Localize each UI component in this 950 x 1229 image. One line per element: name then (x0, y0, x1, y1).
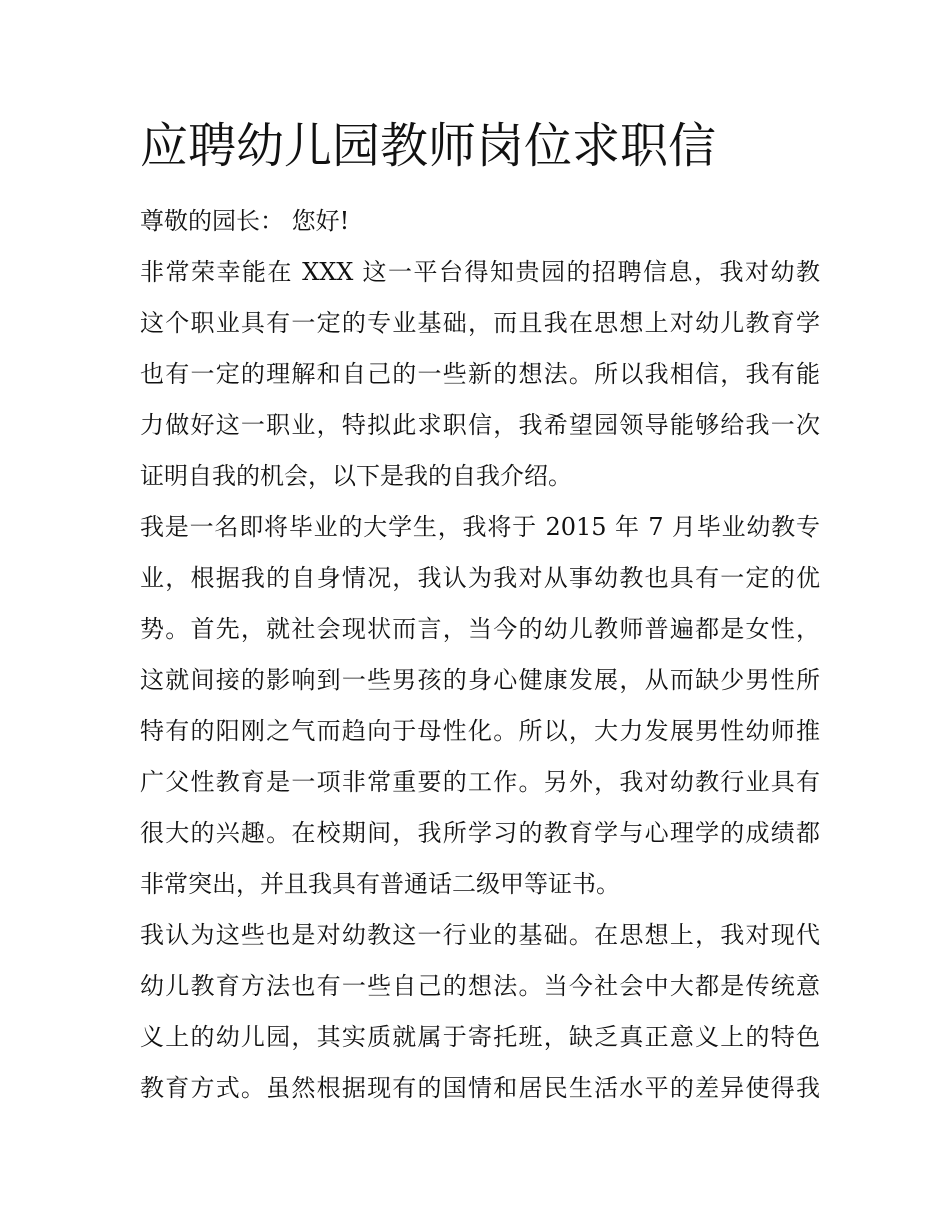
body-line: 特有的阳刚之气而趋向于母性化。所以，大力发展男性幼师推 (140, 717, 820, 745)
body-line: 业，根据我的自身情况，我认为我对从事幼教也具有一定的优 (140, 564, 820, 592)
body-line: 势。首先，就社会现状而言，当今的幼儿教师普遍都是女性， (140, 615, 820, 643)
body-line: 尊敬的园长： 您好! (140, 207, 350, 235)
body-line: 力做好这一职业，特拟此求职信，我希望园领导能够给我一次 (140, 411, 820, 439)
document-title: 应聘幼儿园教师岗位求职信 (140, 118, 717, 174)
body-line: 我是一名即将毕业的大学生，我将于 2015 年 7 月毕业幼教专 (140, 513, 820, 541)
body-line: 我认为这些也是对幼教这一行业的基础。在思想上，我对现代 (140, 921, 820, 949)
body-line: 这就间接的影响到一些男孩的身心健康发展，从而缺少男性所 (140, 666, 820, 694)
body-line: 幼儿教育方法也有一些自己的想法。当今社会中大都是传统意 (140, 972, 820, 1000)
body-line: 教育方式。虽然根据现有的国情和居民生活水平的差异使得我 (140, 1074, 820, 1102)
body-line: 非常突出，并且我具有普通话二级甲等证书。 (140, 870, 620, 898)
body-line: 很大的兴趣。在校期间，我所学习的教育学与心理学的成绩都 (140, 819, 820, 847)
body-line: 证明自我的机会，以下是我的自我介绍。 (140, 462, 572, 490)
body-line: 广父性教育是一项非常重要的工作。另外，我对幼教行业具有 (140, 768, 820, 796)
body-line: 非常荣幸能在 XXX 这一平台得知贵园的招聘信息，我对幼教 (140, 258, 820, 286)
body-line: 也有一定的理解和自己的一些新的想法。所以我相信，我有能 (140, 360, 820, 388)
body-line: 这个职业具有一定的专业基础，而且我在思想上对幼儿教育学 (140, 309, 820, 337)
document-body (140, 196, 820, 1114)
body-line: 义上的幼儿园，其实质就属于寄托班，缺乏真正意义上的特色 (140, 1023, 820, 1051)
